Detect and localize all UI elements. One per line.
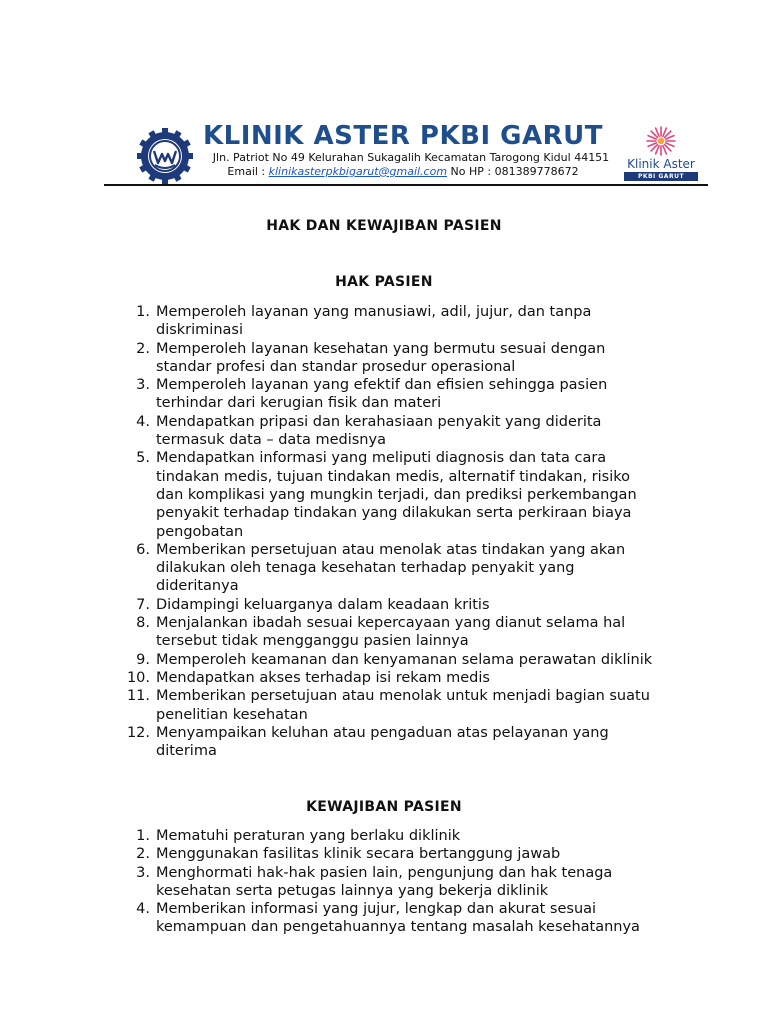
list-item-line: terhindar dari kerugian fisik dan materi [156, 395, 442, 412]
list-item [120, 596, 680, 614]
list-item [120, 845, 680, 863]
list-item-line: Mendapatkan pripasi dan kerahasiaan penyakit yang diderita [156, 413, 602, 430]
list-item-line: Memberikan persetujuan atau menolak atas tindakan yang akan [156, 541, 626, 558]
list-item-line: Menghormati hak-hak pasien lain, pengunjung dan hak tenaga [156, 864, 613, 881]
list-item-line: dilakukan oleh tenaga kesehatan terhadap penyakit yang [156, 560, 575, 577]
list-item-number: 1. [136, 828, 150, 844]
list-item [120, 724, 680, 761]
hak-pasien-list [120, 303, 680, 760]
email-link[interactable]: klinikasterpkbigarut@gmail.com [268, 165, 448, 178]
phone-label: No HP : [447, 165, 495, 178]
list-item [120, 827, 680, 845]
kewajiban-pasien-list [120, 827, 680, 937]
list-item [120, 651, 680, 669]
phone-number: 081389778672 [494, 165, 579, 178]
kewajiban-pasien-title: KEWAJIBAN PASIEN [306, 799, 462, 815]
list-item-line: Menjalankan ibadah sesuai kepercayaan yang dianut selama hal [156, 615, 626, 632]
list-item [120, 340, 680, 377]
list-item-line: dideritanya [156, 578, 239, 595]
header-divider [104, 184, 708, 186]
clinic-address: Jln. Patriot No 49 Kelurahan Sukagalih Kecamatan Tarogong Kidul 44151 [212, 151, 610, 164]
document-title: HAK DAN KEWAJIBAN PASIEN [266, 218, 502, 234]
list-item-number: 4. [136, 901, 150, 918]
list-item-line: dan komplikasi yang mungkin terjadi, dan prediksi perkembangan [156, 486, 637, 503]
logo-band: PKBI GARUT [624, 172, 698, 181]
list-item-number: 1. [136, 304, 150, 320]
list-item-number: 12. [126, 724, 150, 741]
logo-text: Klinik Aster [627, 157, 695, 171]
list-item-number: 2. [136, 340, 150, 357]
list-item-line: kemampuan dan pengetahuannya tentang masalah kesehatannya [156, 919, 640, 936]
list-item [120, 900, 680, 937]
clinic-contact [196, 165, 610, 178]
list-item-line: termasuk data – data medisnya [156, 432, 386, 449]
list-item-line: pengobatan [156, 523, 244, 540]
clinic-name: KLINIK ASTER PKBI GARUT [202, 121, 603, 151]
list-item-number: 11. [126, 688, 150, 705]
list-item-number: 5. [136, 450, 150, 467]
list-item [120, 541, 680, 596]
email-label: Email : [227, 165, 269, 178]
list-item [120, 413, 680, 450]
list-item-line: penyakit terhadap tindakan yang dilakukan serta perkiraan biaya [156, 505, 632, 522]
list-item-line: Menyampaikan keluhan atau pengaduan atas pelayanan yang [156, 724, 609, 741]
list-item-line: Memperoleh layanan yang efektif dan efisien sehingga pasien [156, 377, 608, 394]
list-item-number: 4. [136, 413, 150, 430]
list-item-line: diterima [156, 743, 217, 760]
list-item-line: Memberikan persetujuan atau menolak untuk menjadi bagian suatu [156, 688, 650, 705]
list-item [120, 303, 680, 340]
list-item-line: Mendapatkan akses terhadap isi rekam medis [156, 669, 490, 686]
list-item-number: 2. [136, 846, 150, 863]
list-item-number: 3. [136, 864, 150, 881]
pkbi-seal-logo-icon [136, 127, 194, 185]
list-item-line: Didampingi keluarganya dalam keadaan kritis [156, 596, 490, 613]
list-item-number: 8. [136, 615, 150, 632]
list-item-line: Mendapatkan informasi yang meliputi diagnosis dan tata cara [156, 450, 607, 467]
list-item [120, 669, 680, 687]
list-item-number: 10. [126, 669, 150, 686]
klinik-aster-logo [622, 125, 700, 185]
list-item-number: 7. [136, 596, 150, 613]
list-item [120, 864, 680, 901]
list-item [120, 687, 680, 724]
list-item-number: 6. [136, 541, 150, 558]
list-item-line: Memperoleh keamanan dan kenyamanan selama perawatan diklinik [156, 651, 653, 668]
list-item-line: Memberikan informasi yang jujur, lengkap dan akurat sesuai [156, 901, 597, 918]
list-item-number: 3. [136, 377, 150, 394]
list-item-line: tersebut tidak mengganggu pasien lainnya [156, 633, 469, 650]
list-item-line: kesehatan serta petugas lainnya yang bekerja diklinik [156, 882, 549, 899]
aster-flower-icon [645, 125, 677, 157]
list-item [120, 449, 680, 540]
list-item-line: standar profesi dan standar prosedur operasional [156, 358, 516, 375]
list-item-line: Menggunakan fasilitas klinik secara bertanggung jawab [156, 846, 561, 863]
list-item-number: 9. [136, 651, 150, 668]
hak-pasien-title: HAK PASIEN [335, 274, 433, 290]
list-item-line: Memperoleh layanan yang manusiawi, adil, jujur, dan tanpa [156, 304, 592, 320]
list-item-line: penelitian kesehatan [156, 706, 308, 723]
list-item-line: tindakan medis, tujuan tindakan medis, alternatif tindakan, risiko [156, 468, 631, 485]
list-item [120, 614, 680, 651]
list-item-line: Memperoleh layanan kesehatan yang bermutu sesuai dengan [156, 340, 606, 357]
list-item [120, 376, 680, 413]
list-item-line: diskriminasi [156, 322, 243, 339]
list-item-line: Mematuhi peraturan yang berlaku diklinik [156, 828, 461, 844]
